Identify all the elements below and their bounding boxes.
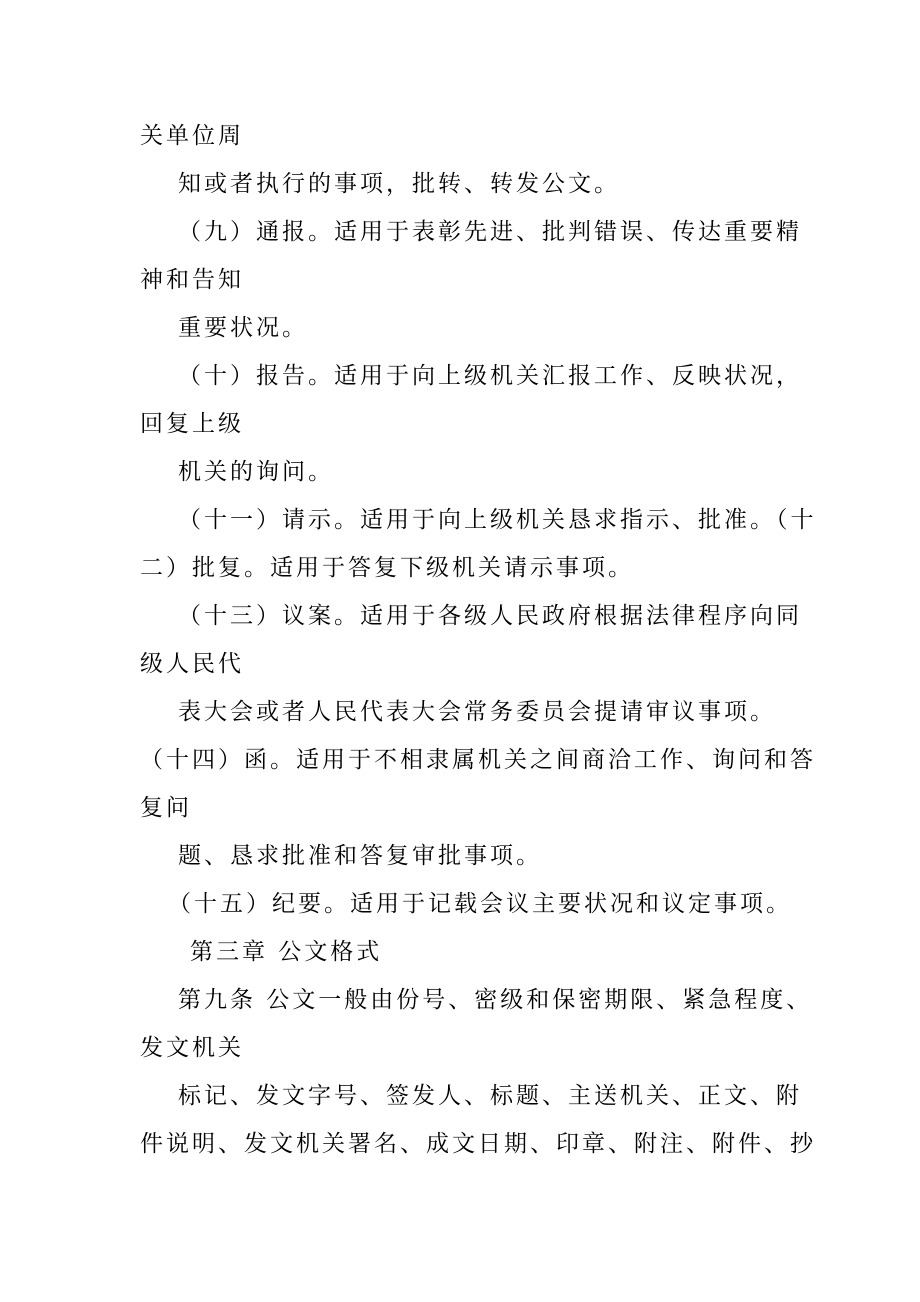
- text-line: 发文机关: [140, 1035, 244, 1061]
- text-line: （十五）纪要。适用于记载会议主要状况和议定事项。: [168, 891, 792, 917]
- text-line: 知或者执行的事项，批转、转发公文。: [178, 171, 620, 197]
- text-line: （十一）请示。适用于向上级机关恳求指示、批准。（十: [178, 507, 817, 533]
- text-line: 复问: [140, 795, 192, 821]
- text-line: 级人民代: [140, 651, 244, 677]
- text-line: 机关的询问。: [178, 459, 334, 485]
- text-line: （十三）议案。适用于各级人民政府根据法律程序向同: [178, 603, 802, 629]
- text-line: 表大会或者人民代表大会常务委员会提请审议事项。: [178, 699, 776, 725]
- chapter-heading: 第三章 公文格式: [190, 939, 383, 965]
- text-line: 第九条 公文一般由份号、密级和保密期限、紧急程度、: [178, 987, 813, 1013]
- text-line: 重要状况。: [178, 315, 308, 341]
- text-line: 标记、发文字号、签发人、标题、主送机关、正文、附: [178, 1083, 802, 1109]
- text-line: （十）报告。适用于向上级机关汇报工作、反映状况，: [178, 363, 802, 389]
- text-line: 关单位周: [140, 123, 244, 149]
- text-line: （九）通报。适用于表彰先进、批判错误、传达重要精: [178, 219, 802, 245]
- text-line: 神和告知: [140, 267, 244, 293]
- text-line: 回复上级: [140, 411, 244, 437]
- text-line: 二）批复。适用于答复下级机关请示事项。: [140, 555, 634, 581]
- text-line: 件说明、发文机关署名、成文日期、印章、附注、附件、抄: [140, 1131, 816, 1157]
- text-line: （十四）函。适用于不相隶属机关之间商洽工作、询问和答: [140, 747, 816, 773]
- text-line: 题、恳求批准和答复审批事项。: [178, 843, 542, 869]
